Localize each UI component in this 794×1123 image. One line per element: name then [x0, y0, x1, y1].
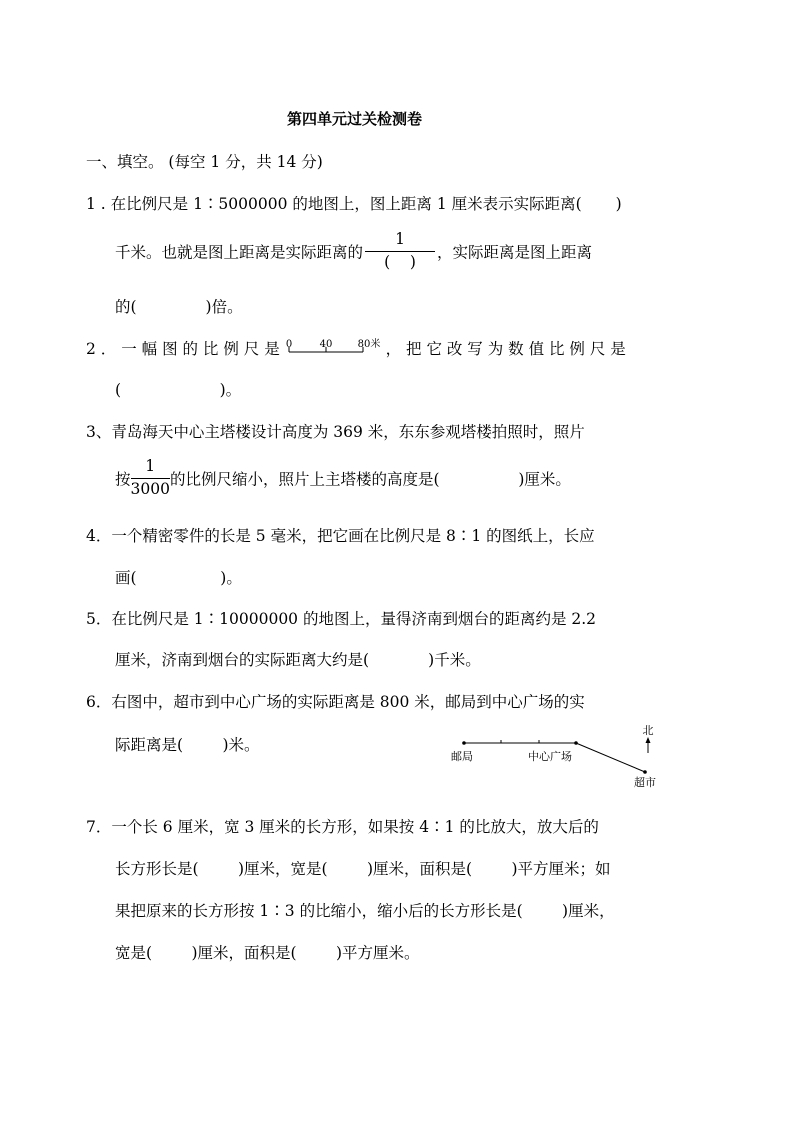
q2-line1-post: ， 把 它 改 写 为 数 值 比 例 尺 是	[385, 340, 626, 358]
q3-fraction-numerator: 1	[131, 458, 170, 479]
q2-line1	[86, 337, 626, 359]
direction-map	[440, 718, 680, 794]
q4-line1: 4．一个精密零件的长是 5 毫米，把它画在比例尺是 8∶1 的图纸上，长应	[86, 527, 595, 545]
post-office-point	[462, 741, 466, 745]
section-heading: 一、填空。 (每空 1 分，共 14 分)	[86, 153, 323, 171]
scale-tick-label: 0	[285, 339, 292, 350]
q4-line2: 画( )。	[115, 569, 242, 587]
q1-line2	[115, 231, 592, 272]
q3-line2-post: 的比例尺缩小，照片上主塔楼的高度是( )厘米。	[169, 470, 571, 489]
q1-line1-text: 1 . 在比例尺是 1∶5000000 的地图上，图上距离 1 厘米表示实际距离(	[86, 195, 582, 213]
q2-line2: ( )。	[115, 381, 242, 399]
scale-tick-label: 80米	[357, 339, 381, 350]
q1-fraction-denominator: ( )	[384, 252, 416, 271]
q3-fraction-denominator: 3000	[130, 479, 170, 498]
q1-fraction	[365, 231, 435, 272]
q3-line2-pre: 按	[115, 470, 131, 489]
q1-line1	[86, 192, 622, 214]
north-label: 北	[642, 724, 654, 737]
q5-line2: 厘米，济南到烟台的实际距离大约是( )千米。	[115, 651, 481, 669]
post-office-label: 邮局	[451, 750, 473, 763]
q1-fraction-numerator: 1	[365, 231, 435, 252]
scale-tick-label: 40	[319, 339, 333, 350]
center-square-label: 中心广场	[528, 750, 572, 763]
page-title: 第四单元过关检测卷	[287, 110, 423, 128]
q3-line1: 3、青岛海天中心主塔楼设计高度为 369 米，东东参观塔楼拍照时，照片	[86, 423, 585, 441]
q1-line1-close: )	[615, 195, 622, 213]
q1-line2-post: ，实际距离是图上距离	[437, 243, 593, 262]
q3-line2	[115, 458, 571, 499]
q7-line1: 7．一个长 6 厘米，宽 3 厘米的长方形，如果按 4∶1 的比放大，放大后的	[86, 818, 599, 836]
line-scale-bar	[285, 338, 381, 358]
q6-line2: 际距离是( )米。	[115, 736, 260, 754]
q7-line4: 宽是( )厘米，面积是( )平方厘米。	[115, 944, 420, 962]
q3-fraction	[131, 458, 170, 499]
q6-line1: 6．右图中，超市到中心广场的实际距离是 800 米，邮局到中心广场的实	[86, 693, 585, 711]
q1-line3: 的( )倍。	[115, 298, 243, 316]
supermarket-label: 超市	[634, 776, 656, 789]
q2-line1-pre: 2 ． 一 幅 图 的 比 例 尺 是	[86, 340, 280, 358]
q7-line2: 长方形长是( )厘米，宽是( )厘米，面积是( )平方厘米；如	[115, 860, 611, 878]
q7-line3: 果把原来的长方形按 1∶3 的比缩小，缩小后的长方形长是( )厘米，	[115, 902, 615, 920]
supermarket-point	[643, 770, 647, 774]
q5-line1: 5．在比例尺是 1∶10000000 的地图上，量得济南到烟台的距离约是 2.2	[86, 610, 597, 628]
q1-line2-pre: 千米。也就是图上距离是实际距离的	[115, 243, 364, 262]
